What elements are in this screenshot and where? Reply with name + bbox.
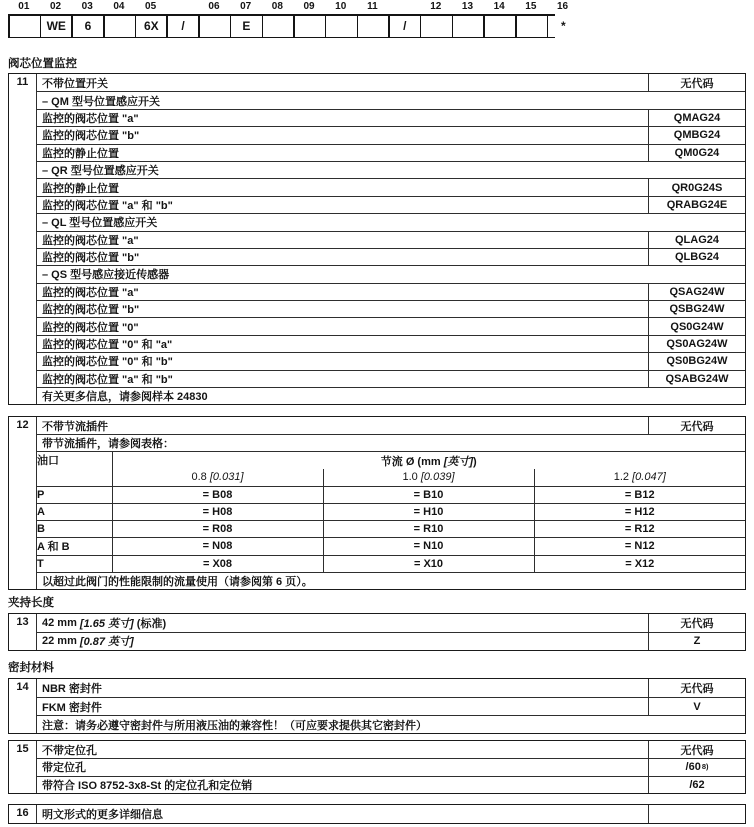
table-row [37, 776, 745, 793]
throttle-code-cell: = X12 [534, 555, 745, 572]
row-code: QM0G24 [648, 145, 745, 161]
order-code-number: 13 [461, 1, 474, 12]
throttle-code-cell: = N12 [534, 538, 745, 555]
row-index: 13 [9, 614, 37, 650]
throttle-code-cell: = N10 [323, 538, 534, 555]
row-index: 14 [9, 679, 37, 733]
diameter-column-header: 1.0 [0.039] [323, 469, 534, 486]
order-code-cell [200, 16, 230, 37]
table-note-row [37, 387, 745, 404]
row-label: NBR 密封件 [42, 683, 102, 695]
port-cell: A 和 B [37, 538, 112, 555]
row-label: 监控的阀芯位置 "b" [42, 130, 140, 143]
table-spool-monitoring [8, 73, 746, 405]
row-label: 监控的阀芯位置 "a" 和 "b" [42, 199, 173, 212]
row-index: 16 [9, 805, 37, 823]
order-code-number: 07 [240, 1, 252, 12]
table-note-row [37, 715, 745, 733]
order-code-cell [295, 16, 325, 37]
port-column-header: 油口 [37, 452, 112, 486]
row-label: 明文形式的更多详细信息 [42, 808, 163, 821]
order-code-cell [263, 16, 293, 37]
order-code-cell [358, 16, 388, 37]
row-index: 15 [9, 741, 37, 793]
row-label: 监控的阀芯位置 "a" [42, 112, 139, 125]
row-index: 11 [9, 74, 37, 404]
order-code-number: 02 [49, 1, 62, 12]
row-label: 带定位孔 [42, 762, 86, 775]
diameter-header: 节流 Ø (mm [英寸]) [380, 455, 477, 468]
row-label: 监控的阀芯位置 "a" 和 "b" [42, 373, 173, 386]
note-label: 以超过此阀门的性能限制的流量使用（请参阅第 6 页）。 [42, 576, 313, 589]
order-code-number: 01 [18, 1, 30, 12]
row-code: QS0AG24W [648, 336, 745, 352]
order-code-cell [453, 16, 483, 37]
row-label: 不带节流插件 [42, 420, 108, 433]
table-note-row [37, 572, 745, 589]
throttle-code-cell: = X08 [112, 555, 323, 572]
order-code-number: 08 [271, 1, 283, 12]
order-code-number: 11 [367, 1, 378, 12]
row-code: /60 8) [648, 759, 745, 775]
port-cell: A [37, 503, 112, 520]
table-plain-text-info [8, 804, 746, 824]
throttle-code-cell: = N08 [112, 538, 323, 555]
row-code: 无代码 [648, 74, 745, 91]
diameter-column-header: 0.8 [0.031] [191, 471, 244, 484]
throttle-code-cell: = H12 [534, 503, 745, 520]
row-label: 不带位置开关 [42, 77, 108, 90]
order-code-number [388, 1, 420, 13]
row-code: V [648, 698, 745, 715]
table-row [37, 335, 745, 352]
group-label: – QS 型号感应接近传感器 [42, 269, 170, 282]
row-code: QR0G24S [648, 179, 745, 195]
table-row [37, 417, 745, 434]
port-cell: P [37, 486, 112, 503]
throttle-code-cell: = R08 [112, 521, 323, 538]
order-code-number: 15 [525, 1, 537, 12]
order-code-cell: WE [41, 16, 71, 37]
table-row [37, 178, 745, 195]
table-row [37, 632, 745, 650]
group-label: – QL 型号位置感应开关 [42, 217, 158, 230]
order-code-cell [326, 16, 356, 37]
order-code-number: 05 [145, 1, 157, 12]
row-code: QLBG24 [648, 249, 745, 265]
order-code-cell [485, 16, 515, 37]
section-title-seal-material: 密封材料 [8, 662, 54, 674]
table-row [37, 109, 745, 126]
row-code: QSBG24W [648, 301, 745, 317]
row-label: 监控的阀芯位置 "b" [42, 304, 140, 317]
row-code: QS0G24W [648, 318, 745, 334]
row-code: QMAG24 [648, 110, 745, 126]
row-label: 监控的阀芯位置 "a" [42, 286, 139, 299]
row-label: 监控的阀芯位置 "0" 和 "a" [42, 339, 173, 352]
order-code-cell: 6 [73, 16, 103, 37]
order-code-cell: / [168, 16, 198, 37]
throttle-code-cell: = R10 [323, 521, 534, 538]
order-code-cell: E [231, 16, 261, 37]
order-code-number: 12 [430, 1, 442, 12]
row-code: QSABG24W [648, 371, 745, 387]
throttle-diameter-table [37, 451, 745, 572]
table-row [37, 248, 745, 265]
throttle-code-cell: = B10 [323, 486, 534, 503]
port-cell: T [37, 555, 112, 572]
table-throttle-insert [8, 416, 746, 590]
table-row [37, 758, 745, 775]
table-row [37, 679, 745, 697]
row-code: QMBG24 [648, 127, 745, 143]
table-group-row [37, 265, 745, 282]
order-code-cell [105, 16, 135, 37]
table-locating-hole [8, 740, 746, 794]
row-label: 监控的阀芯位置 "b" [42, 252, 140, 265]
row-code: 无代码 [648, 417, 745, 434]
row-label: 监控的阀芯位置 "0" 和 "b" [42, 356, 173, 369]
group-label: – QR 型号位置感应开关 [42, 165, 159, 178]
row-label: FKM 密封件 [42, 701, 102, 714]
order-code-number [166, 1, 198, 13]
table-group-row [37, 434, 745, 451]
throttle-code-cell: = X10 [323, 555, 534, 572]
order-code-cell: / [390, 16, 420, 37]
row-code: Z [648, 633, 745, 650]
row-label: 带符合 ISO 8752-3x8-St 的定位孔和定位销 [42, 779, 253, 792]
table-row [37, 697, 745, 715]
row-code [648, 805, 745, 823]
table-row [37, 741, 745, 758]
table-clamping-length [8, 613, 746, 651]
order-code-number: 06 [208, 1, 220, 12]
throttle-code-cell: = R12 [534, 521, 745, 538]
throttle-code-cell: = H08 [112, 503, 323, 520]
diameter-column-header: 1.2 [0.047] [534, 469, 745, 486]
order-code-cell: * [548, 16, 578, 37]
note-label: 注意：请务必遵守密封件与所用液压油的兼容性！（可应要求提供其它密封件） [42, 719, 427, 732]
order-code-number: 04 [113, 1, 125, 12]
row-label: 监控的阀芯位置 "a" [42, 234, 139, 247]
table-row [37, 300, 745, 317]
table-group-row [37, 91, 745, 108]
row-code: 无代码 [648, 741, 745, 758]
row-code: QRABG24E [648, 197, 745, 213]
order-code-numbers [8, 1, 578, 13]
order-code-number: 16 [556, 1, 569, 12]
row-label: 监控的静止位置 [42, 182, 119, 195]
throttle-code-cell: = B08 [112, 486, 323, 503]
row-code: 无代码 [648, 614, 745, 632]
throttle-code-cell: = H10 [323, 503, 534, 520]
section-title-spool-monitoring: 阀芯位置监控 [8, 58, 77, 70]
table-row [37, 614, 745, 632]
row-code: QSAG24W [648, 284, 745, 300]
port-cell: B [37, 521, 112, 538]
table-row [37, 74, 745, 91]
group-label: 带节流插件，请参阅表格： [42, 438, 174, 451]
order-code-number: 10 [335, 1, 347, 12]
table-row [37, 352, 745, 369]
row-label: 42 mm [1.65 英寸] (标准) [42, 616, 167, 630]
order-code-cell [517, 16, 547, 37]
table-row [37, 231, 745, 248]
order-code-cell [421, 16, 451, 37]
row-label: 22 mm [0.87 英寸] [42, 635, 134, 649]
order-code-boxes [8, 14, 566, 38]
throttle-code-cell: = B12 [534, 486, 745, 503]
order-code-number: 09 [303, 1, 315, 12]
row-code: /62 [648, 777, 745, 793]
table-row [37, 144, 745, 161]
table-seal-material [8, 678, 746, 734]
section-title-clamping-length: 夹持长度 [8, 597, 54, 609]
row-index: 12 [9, 417, 37, 589]
table-row [37, 370, 745, 387]
order-code-cell [10, 16, 40, 37]
table-group-row [37, 213, 745, 230]
table-row [37, 283, 745, 300]
row-code: 无代码 [648, 679, 745, 697]
row-label: 监控的静止位置 [42, 147, 119, 160]
row-label: 不带定位孔 [42, 744, 97, 757]
row-code: QLAG24 [648, 232, 745, 248]
order-code-number: 14 [493, 1, 505, 12]
row-code: QS0BG24W [648, 353, 745, 369]
order-code-number: 03 [81, 1, 93, 12]
row-label: 监控的阀芯位置 "0" [42, 321, 139, 334]
order-code-cell: 6X [136, 16, 166, 37]
table-row [37, 805, 745, 823]
table-group-row [37, 161, 745, 178]
table-row [37, 196, 745, 213]
group-label: – QM 型号位置感应开关 [42, 95, 160, 108]
table-row [37, 126, 745, 143]
note-label: 有关更多信息，请参阅样本 24830 [42, 391, 208, 404]
table-row [37, 317, 745, 334]
